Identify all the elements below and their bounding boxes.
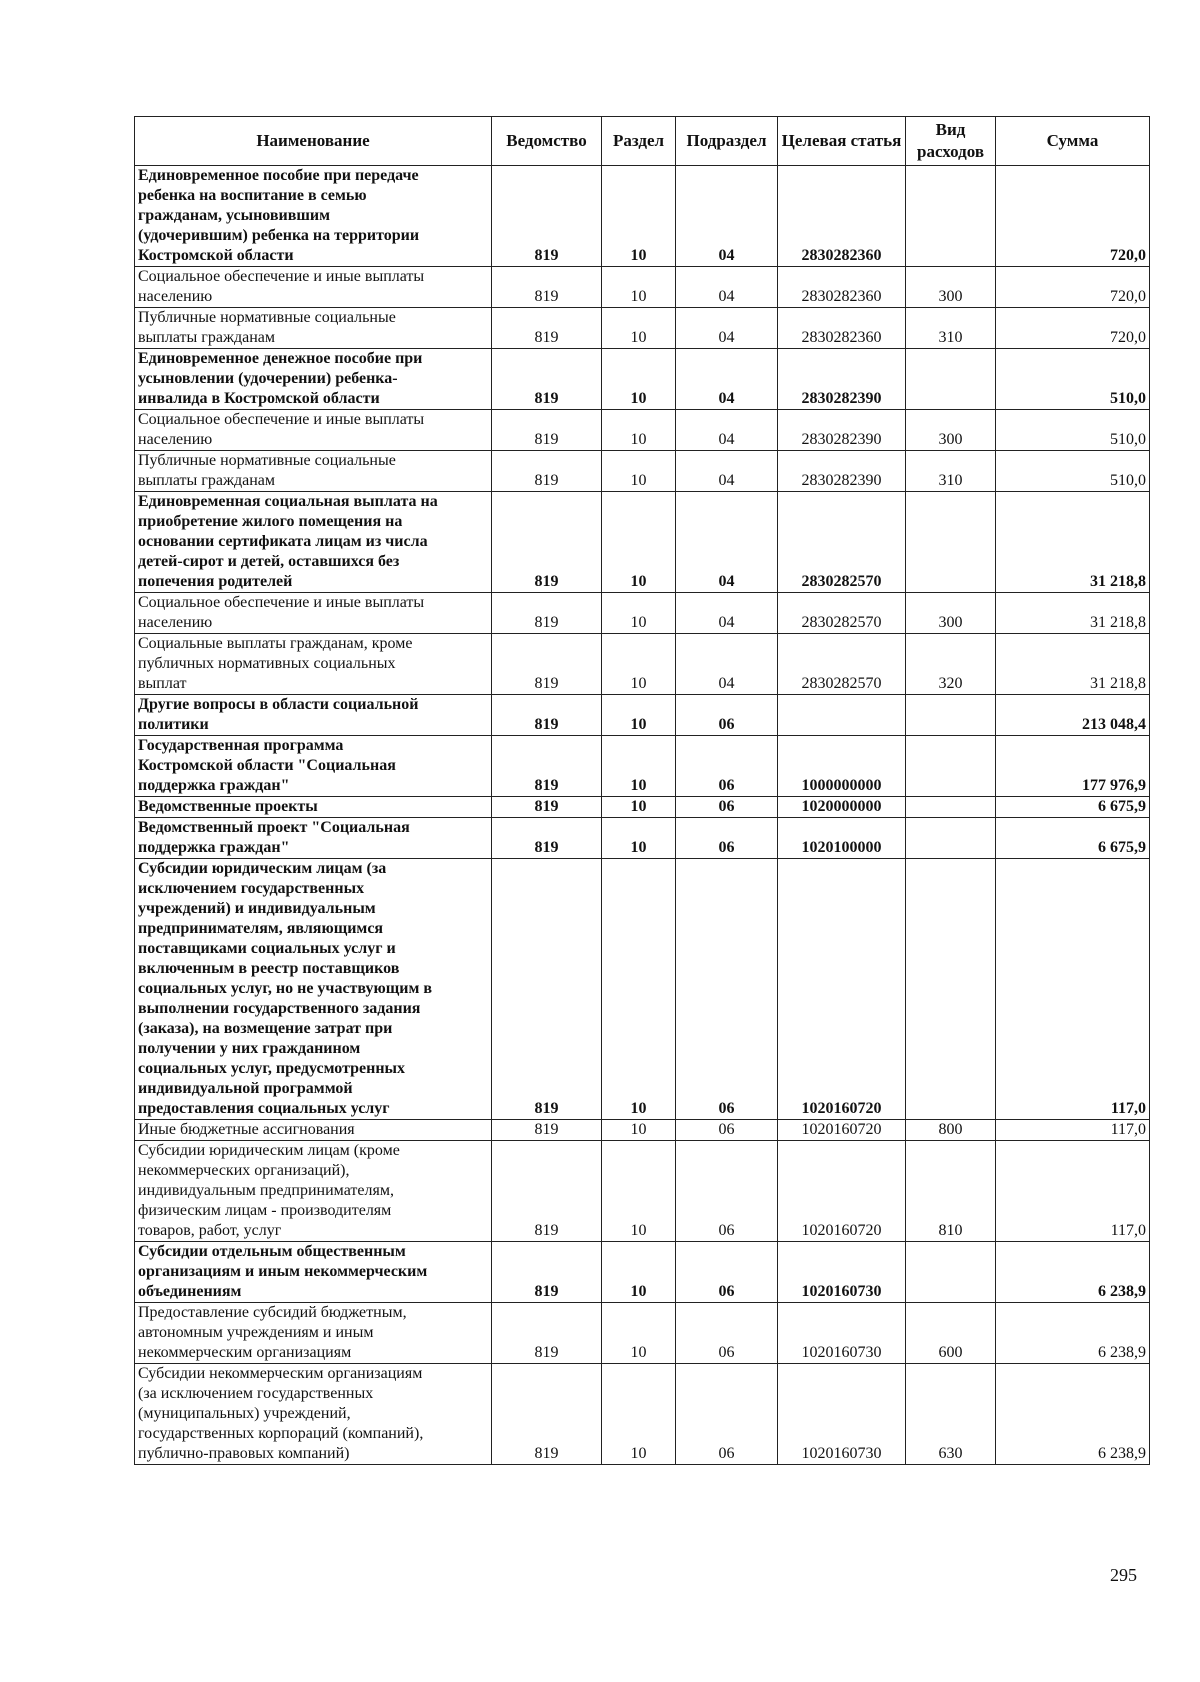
cell-razdel: 10 [602, 1242, 676, 1303]
table-row [135, 451, 1150, 492]
cell-statya [778, 695, 906, 736]
table-header-row [135, 117, 1150, 166]
cell-vedomstvo: 819 [492, 593, 602, 634]
cell-summa: 720,0 [996, 308, 1150, 349]
cell-vid: 810 [906, 1141, 996, 1242]
cell-name: Социальные выплаты гражданам, кроме публичных нормативных социальных выплат [135, 634, 492, 695]
cell-vedomstvo: 819 [492, 492, 602, 593]
cell-razdel: 10 [602, 859, 676, 1120]
cell-name: Субсидии юридическим лицам (за исключением государственных учреждений) и индивидуальным предпринимателям, являющимся поставщиками социальных услуг и включенным в реестр поставщиков социальных услуг, но не участвующим в выполнении государственного задания (заказа), на возмещение затрат при получении у них гражданином социальных услуг, предусмотренных индивидуальной программой предоставления социальных услуг [135, 859, 492, 1120]
cell-summa: 117,0 [996, 859, 1150, 1120]
cell-summa: 6 675,9 [996, 818, 1150, 859]
cell-vid: 320 [906, 634, 996, 695]
cell-summa: 177 976,9 [996, 736, 1150, 797]
cell-summa: 6 238,9 [996, 1242, 1150, 1303]
cell-podrazdel: 04 [676, 492, 778, 593]
cell-summa: 720,0 [996, 267, 1150, 308]
table-row [135, 1364, 1150, 1465]
cell-vedomstvo: 819 [492, 349, 602, 410]
cell-name: Ведомственный проект "Социальная поддержка граждан" [135, 818, 492, 859]
cell-razdel: 10 [602, 593, 676, 634]
cell-razdel: 10 [602, 267, 676, 308]
table-row [135, 797, 1150, 818]
cell-name: Иные бюджетные ассигнования [135, 1120, 492, 1141]
cell-summa: 31 218,8 [996, 492, 1150, 593]
table-row [135, 166, 1150, 267]
cell-name: Другие вопросы в области социальной политики [135, 695, 492, 736]
cell-podrazdel: 06 [676, 1242, 778, 1303]
cell-name: Субсидии отдельным общественным организациям и иным некоммерческим объединениям [135, 1242, 492, 1303]
table-row [135, 736, 1150, 797]
table-row [135, 267, 1150, 308]
cell-vid [906, 166, 996, 267]
cell-podrazdel: 06 [676, 818, 778, 859]
cell-vid [906, 695, 996, 736]
cell-vid [906, 818, 996, 859]
cell-statya: 2830282360 [778, 166, 906, 267]
cell-vedomstvo: 819 [492, 1120, 602, 1141]
cell-razdel: 10 [602, 634, 676, 695]
cell-statya: 2830282570 [778, 593, 906, 634]
cell-statya: 2830282360 [778, 308, 906, 349]
table-row [135, 1120, 1150, 1141]
cell-statya: 2830282390 [778, 451, 906, 492]
cell-vedomstvo: 819 [492, 797, 602, 818]
table-row [135, 308, 1150, 349]
header-statya: Целевая статья [778, 117, 906, 166]
cell-summa: 510,0 [996, 451, 1150, 492]
cell-statya: 2830282390 [778, 349, 906, 410]
cell-vedomstvo: 819 [492, 1303, 602, 1364]
cell-razdel: 10 [602, 1120, 676, 1141]
cell-vedomstvo: 819 [492, 1141, 602, 1242]
cell-podrazdel: 04 [676, 267, 778, 308]
cell-statya: 2830282570 [778, 634, 906, 695]
table-row [135, 410, 1150, 451]
header-razdel: Раздел [602, 117, 676, 166]
cell-razdel: 10 [602, 410, 676, 451]
cell-vid [906, 492, 996, 593]
table-row [135, 818, 1150, 859]
cell-vid: 300 [906, 267, 996, 308]
cell-razdel: 10 [602, 492, 676, 593]
cell-statya: 1020000000 [778, 797, 906, 818]
cell-summa: 117,0 [996, 1120, 1150, 1141]
cell-vedomstvo: 819 [492, 1364, 602, 1465]
table-body [135, 166, 1150, 1465]
cell-razdel: 10 [602, 308, 676, 349]
header-vid: Вид расходов [906, 117, 996, 166]
cell-name: Предоставление субсидий бюджетным, автономным учреждениям и иным некоммерческим организациям [135, 1303, 492, 1364]
cell-statya: 1020160720 [778, 1120, 906, 1141]
cell-razdel: 10 [602, 797, 676, 818]
table-row [135, 492, 1150, 593]
cell-summa: 31 218,8 [996, 634, 1150, 695]
cell-statya: 1020160730 [778, 1303, 906, 1364]
cell-summa: 510,0 [996, 349, 1150, 410]
cell-vid: 310 [906, 308, 996, 349]
cell-vid [906, 349, 996, 410]
cell-razdel: 10 [602, 166, 676, 267]
cell-razdel: 10 [602, 736, 676, 797]
cell-vedomstvo: 819 [492, 736, 602, 797]
cell-vid [906, 859, 996, 1120]
cell-vedomstvo: 819 [492, 818, 602, 859]
cell-podrazdel: 06 [676, 1120, 778, 1141]
table-row [135, 1242, 1150, 1303]
table-row [135, 349, 1150, 410]
cell-name: Публичные нормативные социальные выплаты гражданам [135, 451, 492, 492]
cell-name: Единовременное денежное пособие при усыновлении (удочерении) ребенка- инвалида в Костромской области [135, 349, 492, 410]
cell-podrazdel: 04 [676, 308, 778, 349]
cell-summa: 31 218,8 [996, 593, 1150, 634]
cell-name: Публичные нормативные социальные выплаты гражданам [135, 308, 492, 349]
cell-summa: 213 048,4 [996, 695, 1150, 736]
cell-podrazdel: 06 [676, 1141, 778, 1242]
cell-summa: 510,0 [996, 410, 1150, 451]
header-summa: Сумма [996, 117, 1150, 166]
cell-name: Ведомственные проекты [135, 797, 492, 818]
cell-podrazdel: 04 [676, 451, 778, 492]
cell-podrazdel: 06 [676, 736, 778, 797]
cell-razdel: 10 [602, 695, 676, 736]
header-name: Наименование [135, 117, 492, 166]
cell-podrazdel: 06 [676, 859, 778, 1120]
cell-statya: 1000000000 [778, 736, 906, 797]
cell-name: Единовременное пособие при передаче ребенка на воспитание в семью гражданам, усыновившим (удочерившим) ребенка на территории Костромской области [135, 166, 492, 267]
cell-name: Социальное обеспечение и иные выплаты населению [135, 593, 492, 634]
cell-razdel: 10 [602, 1303, 676, 1364]
cell-vid: 600 [906, 1303, 996, 1364]
table-row [135, 859, 1150, 1120]
budget-sheet [134, 116, 1149, 1465]
cell-vid: 300 [906, 593, 996, 634]
cell-vid: 800 [906, 1120, 996, 1141]
cell-vid: 300 [906, 410, 996, 451]
cell-statya: 2830282570 [778, 492, 906, 593]
cell-name: Субсидии юридическим лицам (кроме некоммерческих организаций), индивидуальным предпринимателям, физическим лицам - производителям товаров, работ, услуг [135, 1141, 492, 1242]
table-row [135, 1303, 1150, 1364]
cell-statya: 1020160730 [778, 1242, 906, 1303]
cell-vedomstvo: 819 [492, 634, 602, 695]
cell-podrazdel: 06 [676, 1303, 778, 1364]
cell-statya: 1020100000 [778, 818, 906, 859]
cell-summa: 6 238,9 [996, 1364, 1150, 1465]
cell-summa: 6 238,9 [996, 1303, 1150, 1364]
cell-podrazdel: 04 [676, 166, 778, 267]
cell-vedomstvo: 819 [492, 859, 602, 1120]
page-number: 295 [1110, 1565, 1137, 1585]
cell-podrazdel: 04 [676, 593, 778, 634]
cell-statya: 2830282360 [778, 267, 906, 308]
cell-vid: 630 [906, 1364, 996, 1465]
cell-podrazdel: 04 [676, 349, 778, 410]
cell-name: Единовременная социальная выплата на приобретение жилого помещения на основании сертификата лицам из числа детей-сирот и детей, оставшихся без попечения родителей [135, 492, 492, 593]
cell-vedomstvo: 819 [492, 410, 602, 451]
cell-vedomstvo: 819 [492, 695, 602, 736]
cell-podrazdel: 06 [676, 695, 778, 736]
cell-statya: 1020160720 [778, 1141, 906, 1242]
cell-vedomstvo: 819 [492, 1242, 602, 1303]
cell-vid [906, 736, 996, 797]
cell-razdel: 10 [602, 1141, 676, 1242]
cell-summa: 720,0 [996, 166, 1150, 267]
cell-name: Социальное обеспечение и иные выплаты населению [135, 410, 492, 451]
table-row [135, 634, 1150, 695]
cell-vedomstvo: 819 [492, 166, 602, 267]
cell-podrazdel: 06 [676, 1364, 778, 1465]
table-row [135, 1141, 1150, 1242]
cell-razdel: 10 [602, 818, 676, 859]
cell-summa: 6 675,9 [996, 797, 1150, 818]
cell-statya: 1020160720 [778, 859, 906, 1120]
cell-vedomstvo: 819 [492, 267, 602, 308]
cell-vid: 310 [906, 451, 996, 492]
header-podrazdel: Подраздел [676, 117, 778, 166]
cell-vedomstvo: 819 [492, 451, 602, 492]
table-row [135, 695, 1150, 736]
cell-razdel: 10 [602, 349, 676, 410]
header-vedomstvo: Ведомство [492, 117, 602, 166]
cell-vid [906, 797, 996, 818]
table-row [135, 593, 1150, 634]
cell-podrazdel: 06 [676, 797, 778, 818]
cell-statya: 1020160730 [778, 1364, 906, 1465]
cell-name: Государственная программа Костромской области "Социальная поддержка граждан" [135, 736, 492, 797]
cell-podrazdel: 04 [676, 634, 778, 695]
cell-name: Субсидии некоммерческим организациям (за исключением государственных (муниципальных) учреждений, государственных корпораций (компаний), публично-правовых компаний) [135, 1364, 492, 1465]
cell-summa: 117,0 [996, 1141, 1150, 1242]
cell-vedomstvo: 819 [492, 308, 602, 349]
budget-table [134, 116, 1150, 1465]
cell-podrazdel: 04 [676, 410, 778, 451]
cell-razdel: 10 [602, 451, 676, 492]
cell-statya: 2830282390 [778, 410, 906, 451]
cell-razdel: 10 [602, 1364, 676, 1465]
cell-vid [906, 1242, 996, 1303]
cell-name: Социальное обеспечение и иные выплаты населению [135, 267, 492, 308]
